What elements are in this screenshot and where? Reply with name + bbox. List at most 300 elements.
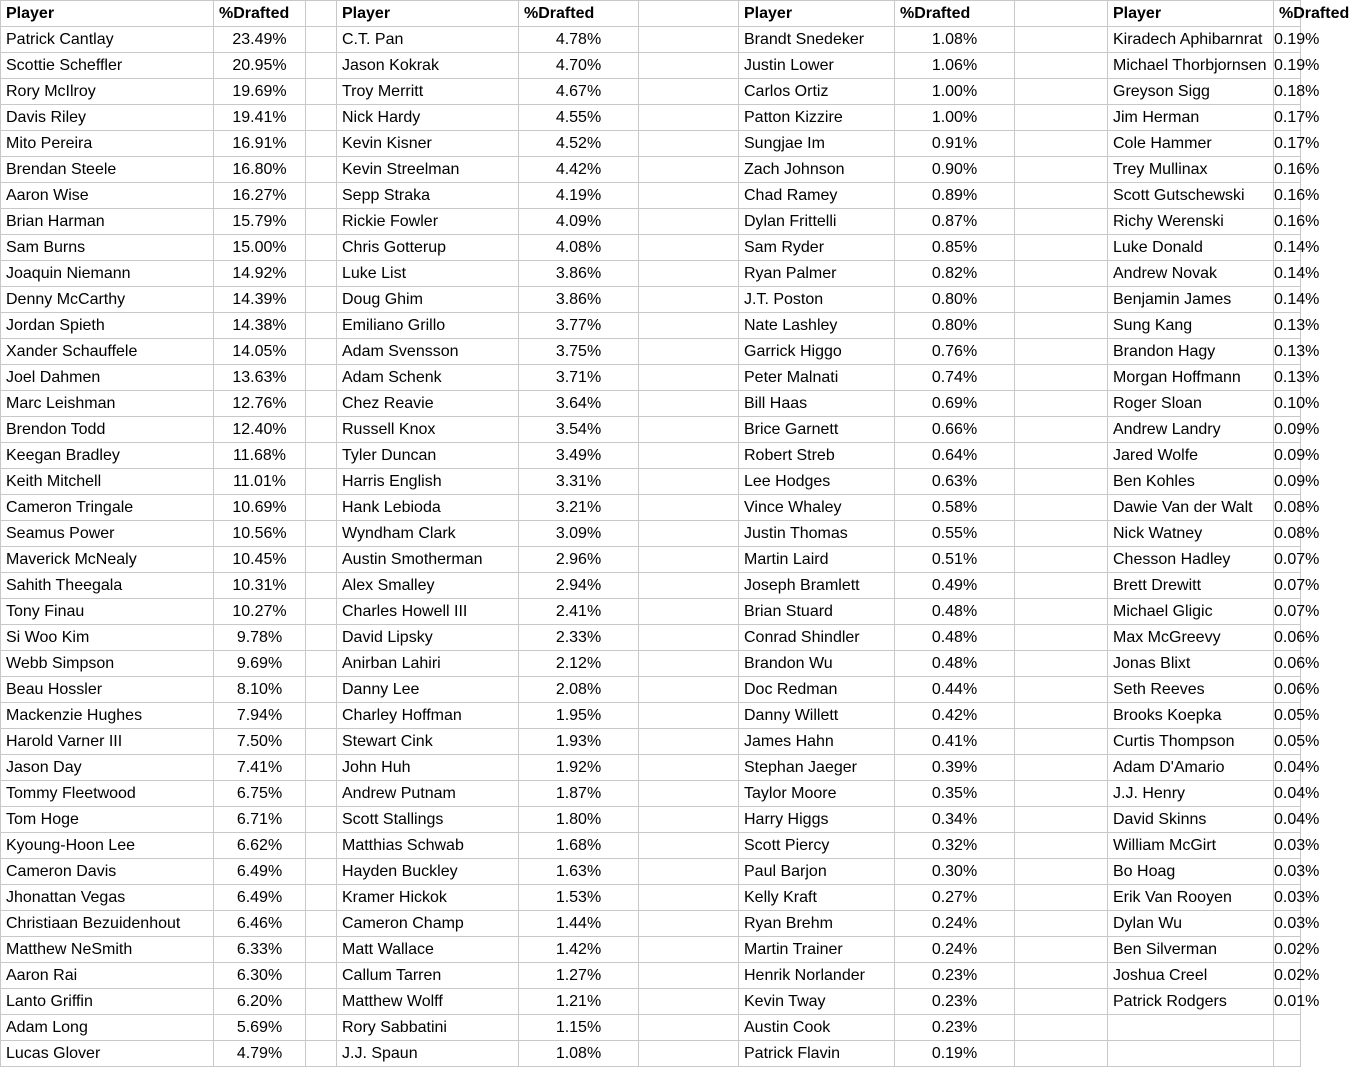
drafted-percent-cell[interactable]: 6.62%: [214, 833, 306, 859]
player-name-cell[interactable]: Michael Thorbjornsen: [1108, 53, 1274, 79]
drafted-percent-cell[interactable]: 0.19%: [1274, 27, 1301, 53]
player-name-cell[interactable]: Scott Stallings: [337, 807, 519, 833]
player-name-cell[interactable]: Justin Thomas: [739, 521, 895, 547]
drafted-percent-cell[interactable]: 0.87%: [895, 209, 1015, 235]
player-name-cell[interactable]: Greyson Sigg: [1108, 79, 1274, 105]
empty-cell[interactable]: [1015, 27, 1108, 53]
player-name-cell[interactable]: Rory McIlroy: [1, 79, 214, 105]
player-name-cell[interactable]: Harris English: [337, 469, 519, 495]
drafted-percent-cell[interactable]: 4.52%: [519, 131, 639, 157]
player-name-cell[interactable]: Brian Stuard: [739, 599, 895, 625]
player-name-cell[interactable]: Anirban Lahiri: [337, 651, 519, 677]
drafted-percent-cell[interactable]: 4.19%: [519, 183, 639, 209]
drafted-percent-cell[interactable]: 6.71%: [214, 807, 306, 833]
empty-cell[interactable]: [639, 1015, 739, 1041]
drafted-percent-cell[interactable]: 0.14%: [1274, 235, 1301, 261]
player-name-cell[interactable]: Max McGreevy: [1108, 625, 1274, 651]
empty-cell[interactable]: [1015, 573, 1108, 599]
player-name-cell[interactable]: Danny Lee: [337, 677, 519, 703]
drafted-percent-cell[interactable]: 0.07%: [1274, 547, 1301, 573]
player-name-cell[interactable]: Jared Wolfe: [1108, 443, 1274, 469]
empty-cell[interactable]: [306, 105, 337, 131]
empty-cell[interactable]: [1015, 209, 1108, 235]
player-name-cell[interactable]: Bo Hoag: [1108, 859, 1274, 885]
drafted-percent-cell[interactable]: 0.48%: [895, 651, 1015, 677]
player-name-cell[interactable]: Tom Hoge: [1, 807, 214, 833]
player-name-cell[interactable]: Stephan Jaeger: [739, 755, 895, 781]
empty-cell[interactable]: [306, 1, 337, 27]
drafted-percent-cell[interactable]: 0.63%: [895, 469, 1015, 495]
player-name-cell[interactable]: Joseph Bramlett: [739, 573, 895, 599]
player-name-cell[interactable]: Patton Kizzire: [739, 105, 895, 131]
empty-cell[interactable]: [639, 261, 739, 287]
drafted-percent-cell[interactable]: 3.77%: [519, 313, 639, 339]
player-name-cell[interactable]: Robert Streb: [739, 443, 895, 469]
drafted-percent-cell[interactable]: 1.08%: [895, 27, 1015, 53]
player-name-cell[interactable]: Roger Sloan: [1108, 391, 1274, 417]
player-name-cell[interactable]: Charley Hoffman: [337, 703, 519, 729]
empty-cell[interactable]: [639, 339, 739, 365]
drafted-percent-cell[interactable]: 0.34%: [895, 807, 1015, 833]
drafted-percent-cell[interactable]: 2.96%: [519, 547, 639, 573]
player-name-cell[interactable]: Luke Donald: [1108, 235, 1274, 261]
player-name-cell[interactable]: Chris Gotterup: [337, 235, 519, 261]
empty-cell[interactable]: [639, 287, 739, 313]
empty-cell[interactable]: [306, 391, 337, 417]
player-name-cell[interactable]: Harold Varner III: [1, 729, 214, 755]
player-name-cell[interactable]: Dylan Frittelli: [739, 209, 895, 235]
empty-cell[interactable]: [306, 443, 337, 469]
empty-cell[interactable]: [639, 521, 739, 547]
drafted-percent-cell[interactable]: 16.80%: [214, 157, 306, 183]
player-name-cell[interactable]: Russell Knox: [337, 417, 519, 443]
drafted-percent-cell[interactable]: 12.76%: [214, 391, 306, 417]
drafted-percent-cell[interactable]: 3.75%: [519, 339, 639, 365]
empty-cell[interactable]: [306, 131, 337, 157]
drafted-percent-cell[interactable]: 15.79%: [214, 209, 306, 235]
player-name-cell[interactable]: Andrew Landry: [1108, 417, 1274, 443]
player-name-cell[interactable]: Kevin Tway: [739, 989, 895, 1015]
empty-cell[interactable]: [1015, 131, 1108, 157]
empty-cell[interactable]: [306, 79, 337, 105]
drafted-percent-cell[interactable]: 0.55%: [895, 521, 1015, 547]
drafted-percent-cell[interactable]: 8.10%: [214, 677, 306, 703]
player-name-cell[interactable]: Brendan Steele: [1, 157, 214, 183]
player-name-cell[interactable]: Joaquin Niemann: [1, 261, 214, 287]
empty-cell[interactable]: [306, 547, 337, 573]
empty-cell[interactable]: [639, 469, 739, 495]
drafted-percent-cell[interactable]: 0.13%: [1274, 339, 1301, 365]
player-name-cell[interactable]: Adam Schenk: [337, 365, 519, 391]
empty-cell[interactable]: [306, 287, 337, 313]
player-name-cell[interactable]: Cameron Tringale: [1, 495, 214, 521]
drafted-percent-cell[interactable]: 2.33%: [519, 625, 639, 651]
empty-cell[interactable]: [306, 781, 337, 807]
player-name-cell[interactable]: Adam D'Amario: [1108, 755, 1274, 781]
player-name-cell[interactable]: Martin Trainer: [739, 937, 895, 963]
player-name-cell[interactable]: Adam Long: [1, 1015, 214, 1041]
player-name-cell[interactable]: Mito Pereira: [1, 131, 214, 157]
player-name-cell[interactable]: Si Woo Kim: [1, 625, 214, 651]
player-name-cell[interactable]: Maverick McNealy: [1, 547, 214, 573]
drafted-percent-cell[interactable]: 7.50%: [214, 729, 306, 755]
drafted-percent-cell[interactable]: 2.94%: [519, 573, 639, 599]
empty-cell[interactable]: [639, 391, 739, 417]
empty-cell[interactable]: [639, 963, 739, 989]
empty-cell[interactable]: [639, 365, 739, 391]
empty-cell[interactable]: [1274, 1041, 1301, 1067]
empty-cell[interactable]: [306, 885, 337, 911]
empty-cell[interactable]: [1015, 963, 1108, 989]
drafted-percent-cell[interactable]: 4.67%: [519, 79, 639, 105]
player-name-cell[interactable]: Sung Kang: [1108, 313, 1274, 339]
player-name-cell[interactable]: Brendon Todd: [1, 417, 214, 443]
drafted-percent-cell[interactable]: 6.30%: [214, 963, 306, 989]
empty-cell[interactable]: [306, 755, 337, 781]
drafted-percent-cell[interactable]: 0.48%: [895, 599, 1015, 625]
empty-cell[interactable]: [306, 495, 337, 521]
drafted-percent-cell[interactable]: 7.41%: [214, 755, 306, 781]
drafted-percent-cell[interactable]: 0.16%: [1274, 183, 1301, 209]
empty-cell[interactable]: [306, 417, 337, 443]
empty-cell[interactable]: [639, 105, 739, 131]
player-name-cell[interactable]: Matthew Wolff: [337, 989, 519, 1015]
empty-cell[interactable]: [306, 911, 337, 937]
player-name-cell[interactable]: Kevin Streelman: [337, 157, 519, 183]
drafted-percent-cell[interactable]: 10.45%: [214, 547, 306, 573]
player-name-cell[interactable]: C.T. Pan: [337, 27, 519, 53]
drafted-percent-cell[interactable]: 10.31%: [214, 573, 306, 599]
player-name-cell[interactable]: Tyler Duncan: [337, 443, 519, 469]
empty-cell[interactable]: [1015, 833, 1108, 859]
player-name-cell[interactable]: Cameron Davis: [1, 859, 214, 885]
drafted-percent-cell[interactable]: 3.21%: [519, 495, 639, 521]
drafted-percent-cell[interactable]: 6.75%: [214, 781, 306, 807]
empty-cell[interactable]: [639, 677, 739, 703]
player-name-cell[interactable]: Taylor Moore: [739, 781, 895, 807]
player-name-cell[interactable]: Patrick Cantlay: [1, 27, 214, 53]
player-name-cell[interactable]: Harry Higgs: [739, 807, 895, 833]
drafted-percent-cell[interactable]: 9.78%: [214, 625, 306, 651]
drafted-percent-cell[interactable]: 0.06%: [1274, 651, 1301, 677]
empty-cell[interactable]: [1015, 937, 1108, 963]
drafted-percent-cell[interactable]: 1.44%: [519, 911, 639, 937]
player-name-cell[interactable]: Seth Reeves: [1108, 677, 1274, 703]
empty-cell[interactable]: [1015, 989, 1108, 1015]
empty-cell[interactable]: [639, 495, 739, 521]
drafted-percent-cell[interactable]: 0.01%: [1274, 989, 1301, 1015]
empty-cell[interactable]: [1015, 53, 1108, 79]
drafted-percent-cell[interactable]: 19.69%: [214, 79, 306, 105]
player-name-cell[interactable]: Xander Schauffele: [1, 339, 214, 365]
drafted-percent-cell[interactable]: 19.41%: [214, 105, 306, 131]
player-name-cell[interactable]: Scott Gutschewski: [1108, 183, 1274, 209]
player-name-cell[interactable]: Emiliano Grillo: [337, 313, 519, 339]
empty-cell[interactable]: [639, 755, 739, 781]
player-name-cell[interactable]: Keegan Bradley: [1, 443, 214, 469]
empty-cell[interactable]: [639, 235, 739, 261]
drafted-percent-cell[interactable]: 14.38%: [214, 313, 306, 339]
player-name-cell[interactable]: Curtis Thompson: [1108, 729, 1274, 755]
player-name-cell[interactable]: Sahith Theegala: [1, 573, 214, 599]
drafted-percent-cell[interactable]: 1.63%: [519, 859, 639, 885]
empty-cell[interactable]: [639, 807, 739, 833]
drafted-percent-cell[interactable]: 14.39%: [214, 287, 306, 313]
drafted-percent-cell[interactable]: 16.91%: [214, 131, 306, 157]
empty-cell[interactable]: [1015, 807, 1108, 833]
empty-cell[interactable]: [639, 781, 739, 807]
empty-cell[interactable]: [1015, 339, 1108, 365]
drafted-percent-cell[interactable]: 3.31%: [519, 469, 639, 495]
player-name-cell[interactable]: Scott Piercy: [739, 833, 895, 859]
player-name-cell[interactable]: Ryan Palmer: [739, 261, 895, 287]
drafted-percent-cell[interactable]: 0.23%: [895, 963, 1015, 989]
drafted-percent-cell[interactable]: 3.86%: [519, 287, 639, 313]
player-name-cell[interactable]: Sam Ryder: [739, 235, 895, 261]
drafted-percent-cell[interactable]: 0.13%: [1274, 365, 1301, 391]
drafted-percent-cell[interactable]: 0.16%: [1274, 209, 1301, 235]
drafted-percent-cell[interactable]: 0.44%: [895, 677, 1015, 703]
empty-cell[interactable]: [306, 157, 337, 183]
drafted-percent-cell[interactable]: 0.17%: [1274, 131, 1301, 157]
drafted-percent-cell[interactable]: 0.03%: [1274, 833, 1301, 859]
drafted-percent-cell[interactable]: 0.51%: [895, 547, 1015, 573]
player-name-cell[interactable]: Jim Herman: [1108, 105, 1274, 131]
player-name-cell[interactable]: Henrik Norlander: [739, 963, 895, 989]
drafted-percent-cell[interactable]: 15.00%: [214, 235, 306, 261]
player-name-cell[interactable]: Lanto Griffin: [1, 989, 214, 1015]
drafted-percent-cell[interactable]: 23.49%: [214, 27, 306, 53]
empty-cell[interactable]: [306, 573, 337, 599]
player-name-cell[interactable]: Jordan Spieth: [1, 313, 214, 339]
drafted-percent-cell[interactable]: 0.03%: [1274, 911, 1301, 937]
player-name-cell[interactable]: Dawie Van der Walt: [1108, 495, 1274, 521]
empty-cell[interactable]: [1015, 287, 1108, 313]
empty-cell[interactable]: [306, 209, 337, 235]
empty-cell[interactable]: [639, 27, 739, 53]
empty-cell[interactable]: [1015, 729, 1108, 755]
empty-cell[interactable]: [639, 937, 739, 963]
player-name-cell[interactable]: James Hahn: [739, 729, 895, 755]
drafted-percent-cell[interactable]: 0.27%: [895, 885, 1015, 911]
player-name-cell[interactable]: Brian Harman: [1, 209, 214, 235]
drafted-percent-cell[interactable]: 0.06%: [1274, 677, 1301, 703]
player-name-cell[interactable]: David Skinns: [1108, 807, 1274, 833]
player-name-cell[interactable]: Kyoung-Hoon Lee: [1, 833, 214, 859]
player-name-cell[interactable]: William McGirt: [1108, 833, 1274, 859]
drafted-percent-cell[interactable]: 0.06%: [1274, 625, 1301, 651]
empty-cell[interactable]: [306, 963, 337, 989]
player-name-cell[interactable]: Patrick Rodgers: [1108, 989, 1274, 1015]
drafted-percent-cell[interactable]: 0.91%: [895, 131, 1015, 157]
player-name-cell[interactable]: Lucas Glover: [1, 1041, 214, 1067]
player-name-cell[interactable]: Kevin Kisner: [337, 131, 519, 157]
player-name-cell[interactable]: Andrew Putnam: [337, 781, 519, 807]
player-name-cell[interactable]: Joel Dahmen: [1, 365, 214, 391]
empty-cell[interactable]: [1015, 261, 1108, 287]
drafted-percent-cell[interactable]: 0.17%: [1274, 105, 1301, 131]
player-name-cell[interactable]: Andrew Novak: [1108, 261, 1274, 287]
empty-cell[interactable]: [306, 183, 337, 209]
drafted-percent-cell[interactable]: 0.19%: [1274, 53, 1301, 79]
empty-cell[interactable]: [1108, 1041, 1274, 1067]
player-name-cell[interactable]: Sam Burns: [1, 235, 214, 261]
empty-cell[interactable]: [639, 79, 739, 105]
empty-cell[interactable]: [1015, 1, 1108, 27]
drafted-percent-cell[interactable]: 3.09%: [519, 521, 639, 547]
empty-cell[interactable]: [1015, 183, 1108, 209]
empty-cell[interactable]: [639, 703, 739, 729]
drafted-percent-cell[interactable]: 0.76%: [895, 339, 1015, 365]
drafted-percent-cell[interactable]: 0.03%: [1274, 859, 1301, 885]
player-name-cell[interactable]: Keith Mitchell: [1, 469, 214, 495]
player-name-cell[interactable]: Trey Mullinax: [1108, 157, 1274, 183]
player-name-cell[interactable]: Jason Day: [1, 755, 214, 781]
empty-cell[interactable]: [639, 443, 739, 469]
empty-cell[interactable]: [306, 677, 337, 703]
drafted-percent-cell[interactable]: 0.09%: [1274, 417, 1301, 443]
drafted-percent-cell[interactable]: 0.74%: [895, 365, 1015, 391]
empty-cell[interactable]: [306, 703, 337, 729]
drafted-percent-cell[interactable]: 12.40%: [214, 417, 306, 443]
player-name-cell[interactable]: Denny McCarthy: [1, 287, 214, 313]
empty-cell[interactable]: [306, 599, 337, 625]
empty-cell[interactable]: [306, 989, 337, 1015]
drafted-percent-cell[interactable]: 4.09%: [519, 209, 639, 235]
player-name-cell[interactable]: Troy Merritt: [337, 79, 519, 105]
drafted-percent-cell[interactable]: 1.00%: [895, 105, 1015, 131]
player-name-cell[interactable]: Hayden Buckley: [337, 859, 519, 885]
empty-cell[interactable]: [306, 833, 337, 859]
player-name-cell[interactable]: Martin Laird: [739, 547, 895, 573]
drafted-percent-cell[interactable]: 0.03%: [1274, 885, 1301, 911]
drafted-percent-cell[interactable]: 4.78%: [519, 27, 639, 53]
empty-cell[interactable]: [1015, 79, 1108, 105]
drafted-percent-cell[interactable]: 0.10%: [1274, 391, 1301, 417]
player-name-cell[interactable]: Justin Lower: [739, 53, 895, 79]
player-name-cell[interactable]: Peter Malnati: [739, 365, 895, 391]
drafted-percent-cell[interactable]: 4.55%: [519, 105, 639, 131]
empty-cell[interactable]: [639, 183, 739, 209]
drafted-percent-cell[interactable]: 0.13%: [1274, 313, 1301, 339]
drafted-percent-cell[interactable]: 1.92%: [519, 755, 639, 781]
drafted-percent-cell[interactable]: 1.27%: [519, 963, 639, 989]
player-name-cell[interactable]: Rickie Fowler: [337, 209, 519, 235]
player-name-cell[interactable]: Kiradech Aphibarnrat: [1108, 27, 1274, 53]
empty-cell[interactable]: [306, 261, 337, 287]
player-name-cell[interactable]: David Lipsky: [337, 625, 519, 651]
empty-cell[interactable]: [1274, 1015, 1301, 1041]
drafted-percent-cell[interactable]: 0.24%: [895, 911, 1015, 937]
empty-cell[interactable]: [639, 209, 739, 235]
player-name-cell[interactable]: Paul Barjon: [739, 859, 895, 885]
drafted-percent-cell[interactable]: 0.18%: [1274, 79, 1301, 105]
empty-cell[interactable]: [1015, 703, 1108, 729]
drafted-percent-cell[interactable]: 0.69%: [895, 391, 1015, 417]
drafted-percent-cell[interactable]: 0.39%: [895, 755, 1015, 781]
drafted-percent-cell[interactable]: 0.23%: [895, 1015, 1015, 1041]
empty-cell[interactable]: [1015, 651, 1108, 677]
player-name-cell[interactable]: Kramer Hickok: [337, 885, 519, 911]
drafted-percent-cell[interactable]: 0.04%: [1274, 781, 1301, 807]
drafted-percent-cell[interactable]: 0.19%: [895, 1041, 1015, 1067]
drafted-percent-cell[interactable]: 0.07%: [1274, 599, 1301, 625]
player-name-cell[interactable]: Brandon Hagy: [1108, 339, 1274, 365]
player-name-cell[interactable]: Doug Ghim: [337, 287, 519, 313]
empty-cell[interactable]: [306, 53, 337, 79]
player-name-cell[interactable]: Adam Svensson: [337, 339, 519, 365]
empty-cell[interactable]: [639, 547, 739, 573]
empty-cell[interactable]: [639, 989, 739, 1015]
player-name-cell[interactable]: Jason Kokrak: [337, 53, 519, 79]
empty-cell[interactable]: [639, 573, 739, 599]
drafted-percent-cell[interactable]: 5.69%: [214, 1015, 306, 1041]
drafted-percent-cell[interactable]: 20.95%: [214, 53, 306, 79]
player-name-cell[interactable]: Brandt Snedeker: [739, 27, 895, 53]
empty-cell[interactable]: [639, 1, 739, 27]
drafted-percent-cell[interactable]: 6.20%: [214, 989, 306, 1015]
player-name-cell[interactable]: Matt Wallace: [337, 937, 519, 963]
player-name-cell[interactable]: Wyndham Clark: [337, 521, 519, 547]
empty-cell[interactable]: [1015, 781, 1108, 807]
player-name-cell[interactable]: Charles Howell III: [337, 599, 519, 625]
empty-cell[interactable]: [1015, 443, 1108, 469]
empty-cell[interactable]: [1015, 1041, 1108, 1067]
empty-cell[interactable]: [1015, 313, 1108, 339]
empty-cell[interactable]: [639, 651, 739, 677]
player-name-cell[interactable]: Ben Kohles: [1108, 469, 1274, 495]
empty-cell[interactable]: [639, 157, 739, 183]
empty-cell[interactable]: [306, 235, 337, 261]
player-name-cell[interactable]: Callum Tarren: [337, 963, 519, 989]
empty-cell[interactable]: [1015, 495, 1108, 521]
empty-cell[interactable]: [306, 469, 337, 495]
drafted-percent-cell[interactable]: 9.69%: [214, 651, 306, 677]
empty-cell[interactable]: [1015, 547, 1108, 573]
drafted-percent-cell[interactable]: 2.08%: [519, 677, 639, 703]
player-name-cell[interactable]: Hank Lebioda: [337, 495, 519, 521]
empty-cell[interactable]: [306, 365, 337, 391]
drafted-percent-cell[interactable]: 11.68%: [214, 443, 306, 469]
drafted-percent-cell[interactable]: 0.04%: [1274, 755, 1301, 781]
drafted-percent-cell[interactable]: 0.32%: [895, 833, 1015, 859]
player-name-cell[interactable]: Alex Smalley: [337, 573, 519, 599]
drafted-percent-cell[interactable]: 1.68%: [519, 833, 639, 859]
drafted-percent-cell[interactable]: 7.94%: [214, 703, 306, 729]
drafted-percent-cell[interactable]: 0.23%: [895, 989, 1015, 1015]
player-name-cell[interactable]: Conrad Shindler: [739, 625, 895, 651]
drafted-percent-cell[interactable]: 3.64%: [519, 391, 639, 417]
drafted-percent-cell[interactable]: 3.86%: [519, 261, 639, 287]
drafted-percent-cell[interactable]: 0.48%: [895, 625, 1015, 651]
drafted-percent-cell[interactable]: 4.42%: [519, 157, 639, 183]
drafted-percent-cell[interactable]: 0.24%: [895, 937, 1015, 963]
drafted-percent-cell[interactable]: 1.08%: [519, 1041, 639, 1067]
player-name-cell[interactable]: Benjamin James: [1108, 287, 1274, 313]
drafted-percent-cell[interactable]: 1.80%: [519, 807, 639, 833]
player-name-cell[interactable]: Kelly Kraft: [739, 885, 895, 911]
empty-cell[interactable]: [639, 833, 739, 859]
empty-cell[interactable]: [1015, 235, 1108, 261]
empty-cell[interactable]: [1015, 1015, 1108, 1041]
empty-cell[interactable]: [639, 1041, 739, 1067]
empty-cell[interactable]: [306, 1041, 337, 1067]
empty-cell[interactable]: [1015, 417, 1108, 443]
player-name-cell[interactable]: Michael Gligic: [1108, 599, 1274, 625]
drafted-percent-cell[interactable]: 0.85%: [895, 235, 1015, 261]
player-name-cell[interactable]: Richy Werenski: [1108, 209, 1274, 235]
empty-cell[interactable]: [306, 27, 337, 53]
